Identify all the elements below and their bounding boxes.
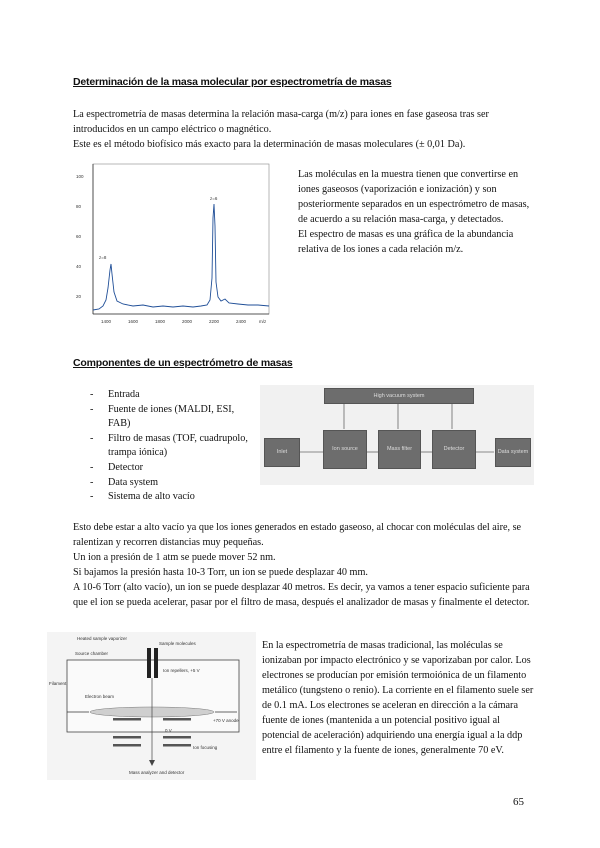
label-sample-molecules: Sample molecules (159, 641, 196, 646)
focus-plate (113, 718, 141, 721)
x-tick-label: 2000 (182, 319, 193, 324)
list-item: - Detector (90, 461, 252, 476)
plot-frame (93, 164, 269, 314)
label-source-chamber: Source chamber (75, 651, 109, 656)
peak-label-z8: z=8 (99, 255, 107, 260)
intro-paragraph (73, 107, 531, 152)
list-item: - Filtro de masas (TOF, cuadrupolo, trampa iónica) (90, 432, 252, 461)
page-number: 65 (513, 796, 524, 808)
intro-line-1: La espectrometría de masas determina la relación masa-carga (m/z) para iones en fase gaseosa tras ser introducidos en un campo eléctrico o magnético. (73, 109, 489, 135)
diagram-ion-source: Ion source (323, 430, 367, 469)
focus-plate (163, 744, 191, 747)
label-filament: Filament (49, 681, 67, 686)
mass-spectrum-figure (73, 160, 273, 328)
vacuum-paragraph (73, 520, 535, 610)
x-tick-label: 1800 (155, 319, 166, 324)
y-tick-label: 20 (76, 294, 82, 299)
focus-plate (113, 744, 141, 747)
label-anode: +70 V anode (213, 718, 239, 723)
x-axis-unit: m/z (259, 319, 267, 324)
y-tick-label: 100 (76, 174, 84, 179)
diagram-mass-filter: Mass filter (378, 430, 421, 469)
focus-plate (163, 736, 191, 739)
peak-label-z6: z=6 (210, 196, 218, 201)
label-zero-volt: 0 V (165, 728, 172, 733)
label-ion-focusing: Ion focusing (193, 745, 218, 750)
sample-inlet-left (147, 648, 151, 678)
vacuum-text-2: Un ion a presión de 1 atm se puede mover 52 nm. (73, 552, 276, 563)
components-diagram (260, 385, 534, 485)
diagram-detector: Detector (432, 430, 476, 469)
components-list (90, 388, 252, 505)
list-item: - Sistema de alto vacío (90, 490, 252, 505)
label-mass-analyzer: Mass analyzer and detector (129, 770, 185, 775)
label-electron-beam: Electron beam (85, 694, 115, 699)
x-tick-label: 2400 (236, 319, 247, 324)
y-tick-label: 40 (76, 264, 82, 269)
instrument-schematic (47, 632, 256, 780)
x-tick-label: 1400 (101, 319, 112, 324)
vacuum-text-3: Si bajamos la presión hasta 10-3 Torr, un ion se puede desplazar 40 mm. (73, 567, 368, 578)
focus-plate (113, 736, 141, 739)
x-tick-label: 2200 (209, 319, 220, 324)
diagram-data-system: Data system (495, 438, 531, 467)
vacuum-text-4: A 10-6 Torr (alto vacío), un ion se puede desplazar 40 metros. Es decir, ya vamos a tener espacio suficiente para que el ion se pueda acelerar, pasar por el filtro de masa, después el analizador de masas y finalmente el detector. (73, 582, 530, 608)
label-heated-sample: Heated sample vaporizer (77, 636, 128, 641)
sample-inlet-right (154, 648, 158, 678)
list-item: - Entrada (90, 388, 252, 403)
ion-path-arrow (149, 760, 155, 766)
intro-line-2: Este es el método biofísico más exacto para la determinación de masas moleculares (± 0,01 Da). (73, 139, 466, 150)
spectrum-text-2: El espectro de masas es una gráfica de la abundancia relativa de los iones a cada relación m/z. (298, 229, 514, 255)
mass-spectrum-chart (73, 160, 273, 328)
list-item: - Data system (90, 476, 252, 491)
label-ion-repellers: Ion repellers, +5 V (163, 668, 200, 673)
spectrum-text-1: Las moléculas en la muestra tienen que convertirse en iones gaseosos (vaporización e ionización) y son posteriormente separados en un espectrómetro de masas, de acuerdo a su relación masa-carga, y detectados. (298, 169, 530, 225)
ionization-description: En la espectrometría de masas tradicional, las moléculas se ionizaban por impacto electrónico y se vaporizaban por calor. Los electrones se producían por emisión termoiónica de un filamento metálico (tungsteno o renio). La corriente en el filamento suele ser de 0.1 mA. Los electrones se aceleran en dirección a la cámara fuente de iones (mantenida a un potencial positivo igual al potencial de aceleración) adquiriendo una energía igual a la ddp entre el filamento y la fuente de iones, generalmente 70 eV. (262, 640, 534, 756)
vacuum-text-1: Esto debe estar a alto vacío ya que los iones generados en estado gaseoso, al chocar con moléculas del aire, se ralentizan y recorren distancias muy pequeñas. (73, 522, 522, 548)
section-title-components: Componentes de un espectrómetro de masas (73, 357, 293, 369)
diagram-high-vacuum: High vacuum system (324, 388, 474, 404)
list-item: - Fuente de iones (MALDI, ESI, FAB) (90, 403, 252, 432)
y-tick-label: 80 (76, 204, 82, 209)
x-tick-label: 1600 (128, 319, 139, 324)
schematic-drawing (47, 632, 256, 780)
diagram-inlet: Inlet (264, 438, 300, 467)
spectrum-description (298, 167, 534, 257)
focus-plate (163, 718, 191, 721)
y-tick-label: 60 (76, 234, 82, 239)
section-title-mass-spectrometry: Determinación de la masa molecular por espectrometría de masas (73, 76, 392, 88)
